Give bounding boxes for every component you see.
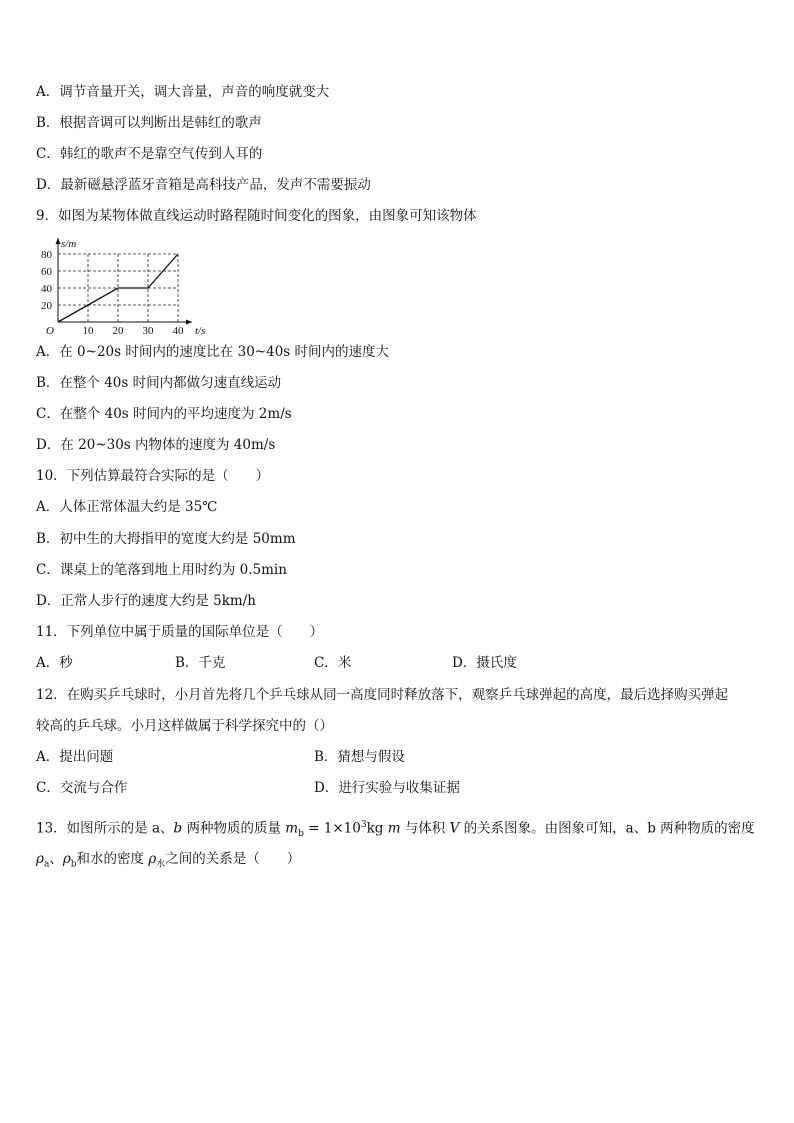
q13-text: 的关系图象。由图象可知，a、b 两种物质的密度 <box>459 820 755 837</box>
q10-option-d: D．正常人步行的速度大约是 5km/h <box>36 593 256 609</box>
y-axis-label: s/m <box>61 238 77 250</box>
q13-sub: a <box>43 859 50 870</box>
q12-stem-line2: 较高的乒乓球。小月这样做属于科学探究中的（） <box>36 718 333 734</box>
q13-var-b: b <box>173 820 183 837</box>
q13-unit: kg <box>366 820 388 837</box>
q11-option-b: B．千克 <box>175 655 226 671</box>
q12-option-b: B．猜想与假设 <box>314 749 405 765</box>
q11-option-a: A．秒 <box>36 655 73 671</box>
x-axis-label: t/s <box>195 325 206 337</box>
distance-time-graph <box>30 228 206 340</box>
q10-option-a: A．人体正常体温大约是 35℃ <box>36 499 218 515</box>
q13-text: 13．如图所示的是 a、 <box>36 820 174 837</box>
q10-stem: 10．下列估算最符合实际的是（ ） <box>36 468 270 484</box>
q10-option-c: C．课桌上的笔落到地上用时约为 0.5min <box>36 562 287 578</box>
q10-option-b: B．初中生的大拇指甲的宽度大约是 50mm <box>36 531 296 547</box>
x-tick-label: 40 <box>172 325 184 337</box>
q12-stem-line1: 12．在购买乒乓球时，小月首先将几个乒乓球从同一高度同时释放落下，观察乒乓球弹起的高度，最后选择购买弹起 <box>36 687 729 703</box>
q13-stem-line2 <box>36 850 300 874</box>
y-tick-label: 60 <box>41 266 52 278</box>
x-tick-label: 30 <box>142 325 154 337</box>
q13-sub: b <box>70 859 77 870</box>
q13-exp: 3 <box>360 820 367 830</box>
q9-option-b: B．在整个 40s 时间内都做匀速直线运动 <box>36 375 282 391</box>
q12-option-d: D．进行实验与收集证据 <box>314 780 460 796</box>
q8-option-a: A．调节音量开关，调大音量，声音的响度就变大 <box>36 84 330 100</box>
q13-text: 、 <box>49 851 63 867</box>
y-axis-arrow <box>56 238 61 244</box>
y-tick-label: 80 <box>41 249 52 261</box>
y-tick-label: 20 <box>41 300 52 312</box>
q12-option-c: C．交流与合作 <box>36 780 128 796</box>
x-tick-label: 20 <box>112 325 124 337</box>
q9-option-c: C．在整个 40s 时间内的平均速度为 2m/s <box>36 406 292 422</box>
q9-stem: 9．如图为某物体做直线运动时路程随时间变化的图象，由图象可知该物体 <box>36 208 477 224</box>
q11-stem: 11．下列单位中属于质量的国际单位是（ ） <box>36 624 324 640</box>
q13-stem-line1 <box>36 816 755 843</box>
q8-option-b: B．根据音调可以判断出是韩红的歌声 <box>36 115 262 131</box>
q13-text: 和水的密度 <box>76 851 149 867</box>
q13-rho: ρ <box>148 851 157 867</box>
q13-rho: ρ <box>62 851 71 867</box>
q13-sub: 水 <box>156 859 166 870</box>
q9-option-d: D．在 20~30s 内物体的速度为 40m/s <box>36 437 276 453</box>
q13-var-v: V <box>449 820 460 837</box>
q8-option-d: D．最新磁悬浮蓝牙音箱是高科技产品，发声不需要振动 <box>36 177 371 193</box>
q13-text: 两种物质的质量 <box>182 820 286 837</box>
q13-text: 与体积 <box>400 820 450 837</box>
q11-option-c: C．米 <box>314 655 352 671</box>
q13-text: 之间的关系是（ ） <box>165 851 301 867</box>
origin-label: O <box>46 325 54 337</box>
q13-var-m: m <box>285 820 299 837</box>
q8-option-c: C．韩红的歌声不是靠空气传到人耳的 <box>36 146 263 162</box>
q13-rho: ρ <box>36 851 44 867</box>
x-tick-label: 10 <box>82 325 94 337</box>
y-tick-label: 40 <box>41 283 52 295</box>
q11-option-d: D．摄氏度 <box>452 655 517 671</box>
q9-option-a: A．在 0~20s 时间内的速度比在 30~40s 时间内的速度大 <box>36 344 390 360</box>
q13-var-m2: m <box>387 820 401 837</box>
q13-sub: b <box>298 829 304 840</box>
q12-option-a: A．提出问题 <box>36 749 114 765</box>
x-axis-arrow <box>186 320 192 325</box>
q13-text: = 1×10 <box>303 820 361 837</box>
